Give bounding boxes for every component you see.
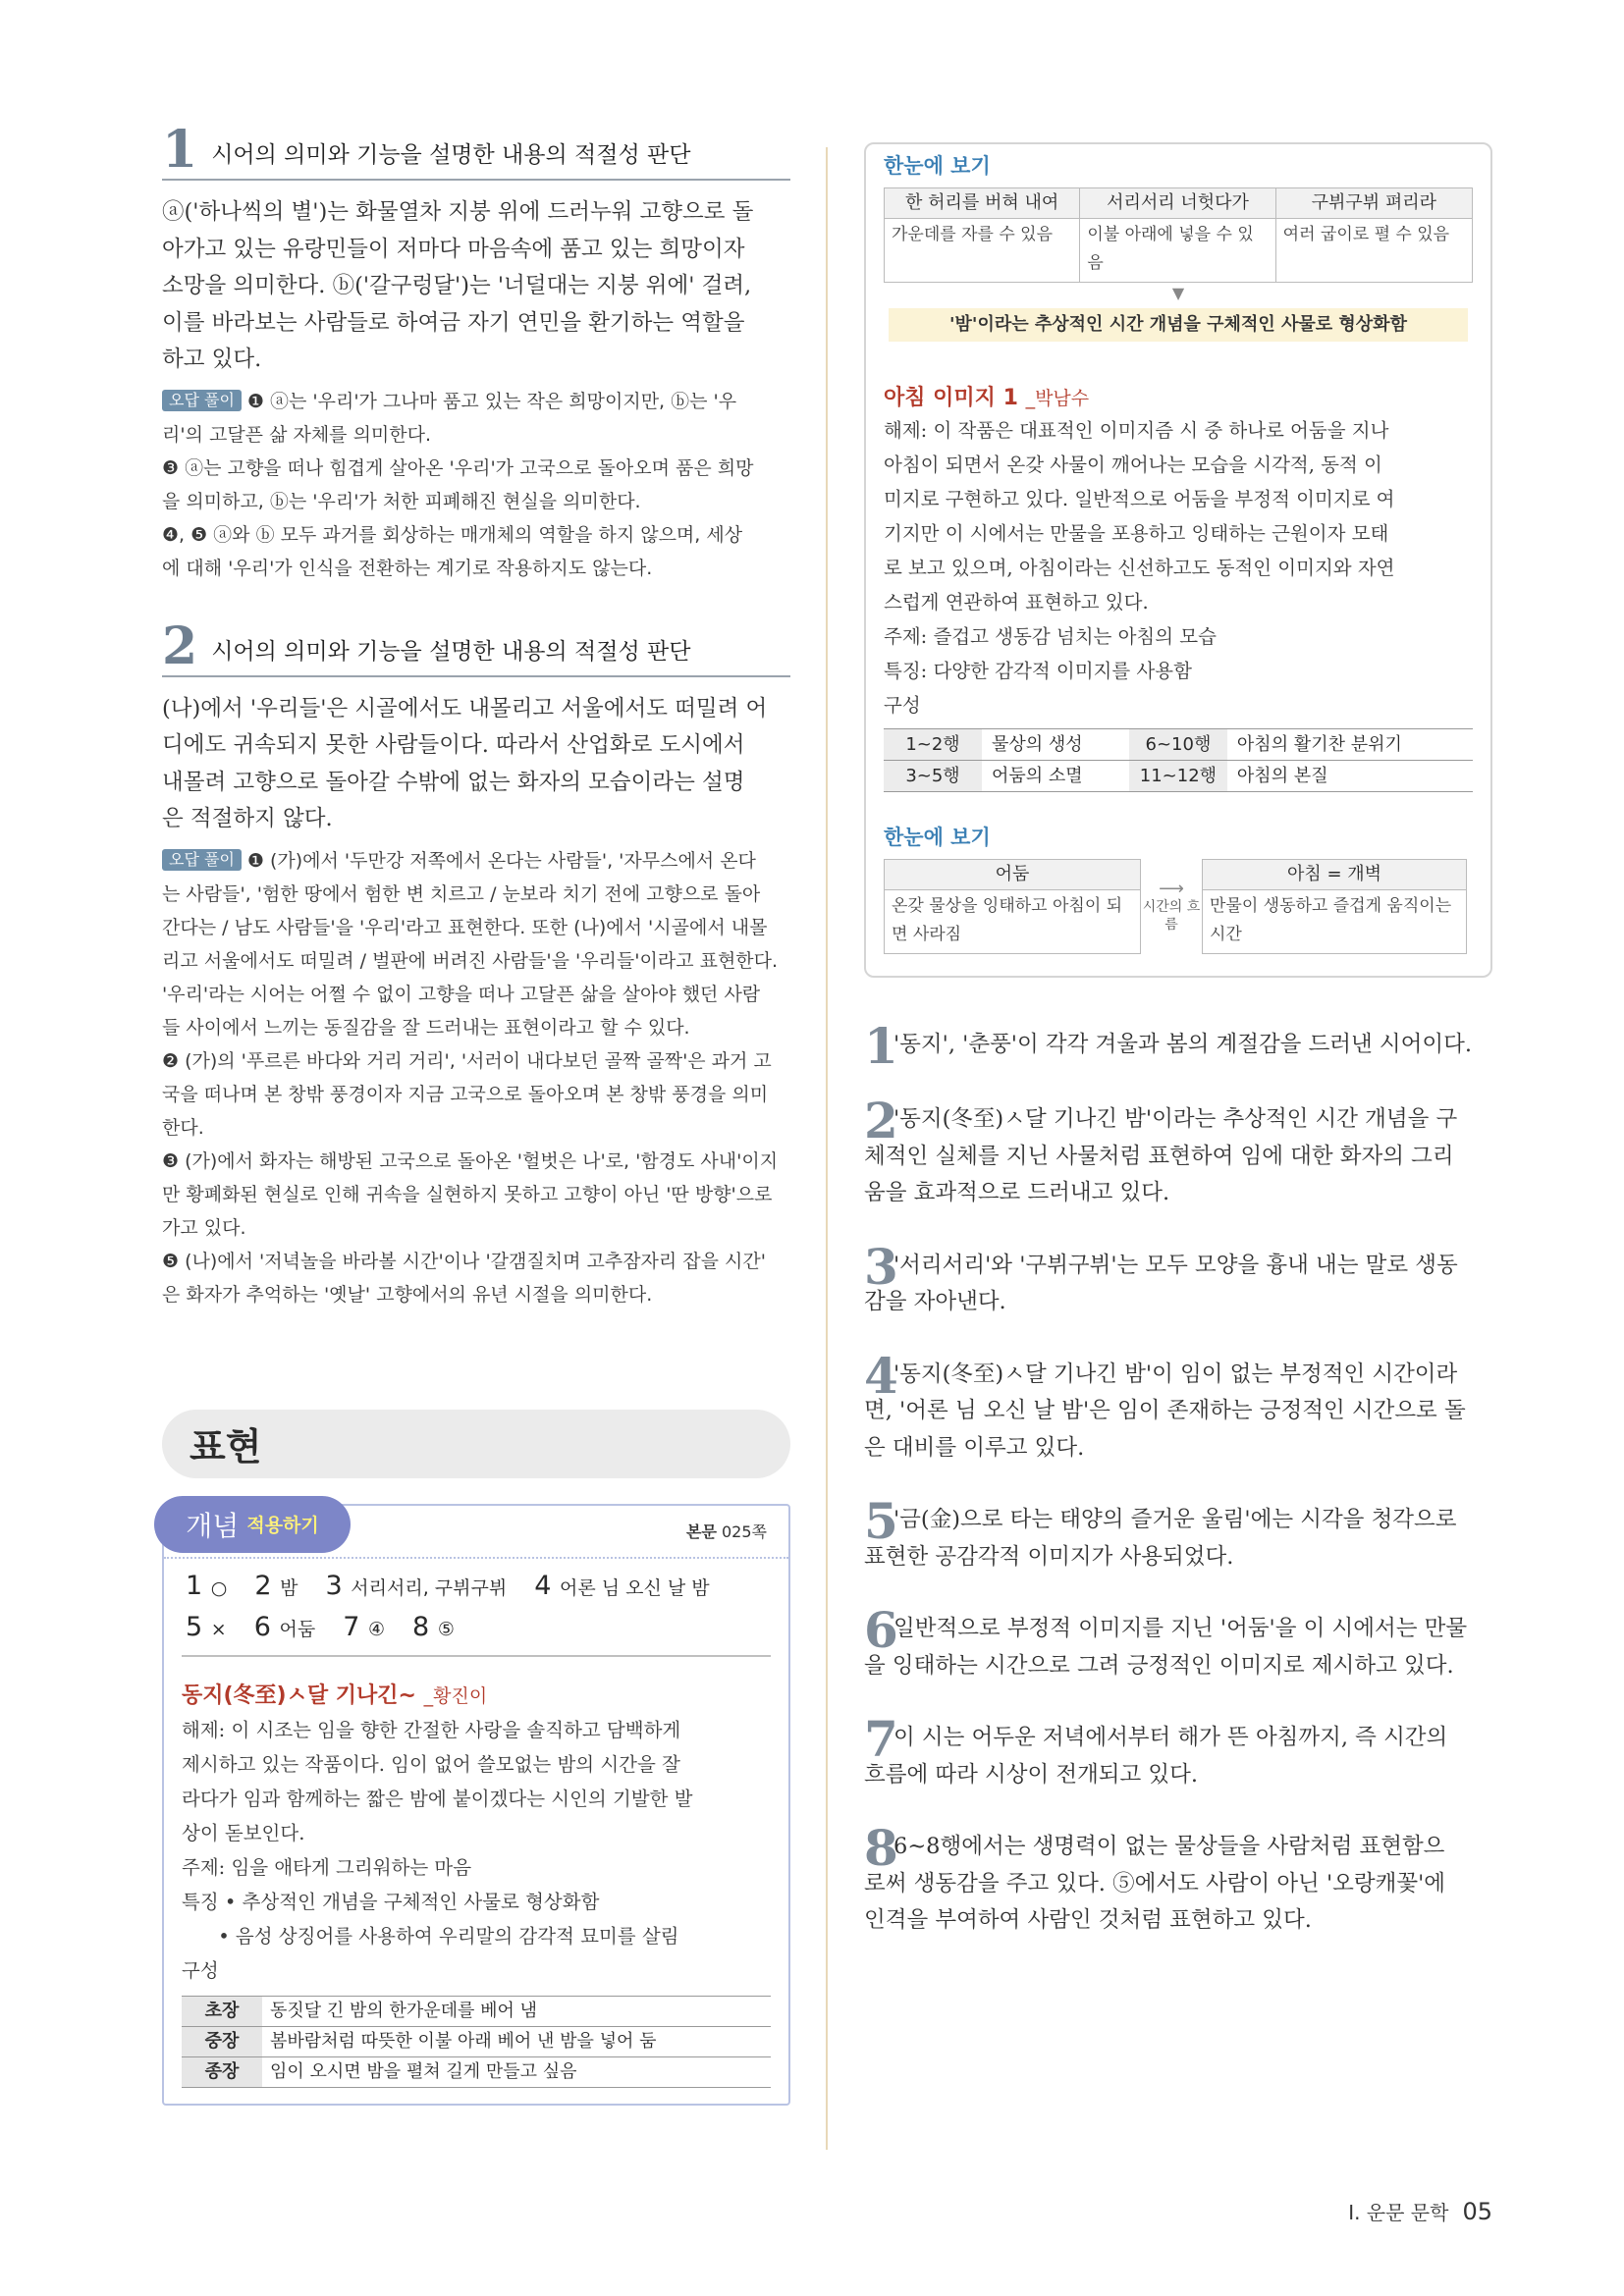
explanation-line: 6~8행에서는 생명력이 없는 물상들을 사람처럼 표현함으	[893, 1834, 1445, 1859]
footer-section: Ⅰ. 운문 문학	[1348, 2201, 1449, 2224]
glance-cell-head: 서리서리 너헛다가	[1080, 188, 1274, 219]
explanation-number: 5	[864, 1492, 898, 1550]
glance-cell	[1276, 188, 1472, 282]
table-value: 동짓달 긴 밤의 한가운데를 베어 냄	[262, 1996, 771, 2026]
q2-note-line: ❸ (가)에서 화자는 해방된 고국으로 돌아온 '헐벗은 나'로, '함경도 사내'이지	[162, 1149, 779, 1172]
poem-analysis	[182, 1655, 771, 2104]
table-row	[884, 729, 1473, 761]
answer-item	[534, 1567, 709, 1608]
explanation-line: 표현한 공감각적 이미지가 사용되었다.	[864, 1543, 1234, 1570]
flow-box-darkness	[884, 859, 1141, 954]
flow-box-head: 어둠	[885, 860, 1140, 890]
answer-explanation	[864, 1710, 1492, 1793]
answer-item	[186, 1567, 227, 1608]
explanation-number: 4	[864, 1346, 898, 1405]
explanation-number: 3	[864, 1237, 898, 1296]
q1-body-line: 소망을 의미한다. ⓑ('갈구렁달')는 '너덜대는 지붕 위에' 걸려,	[162, 273, 752, 298]
poem2-title	[884, 381, 1473, 411]
poem-note-line: 특징 • 추상적인 개념을 구체적인 사물로 형상화함	[182, 1890, 600, 1913]
explanation-line: 면, '어론 님 오신 날 밤'은 임이 존재하는 긍정적인 시간으로 돌	[864, 1398, 1466, 1423]
poem-note-line: 주제: 임을 애타게 그리워하는 마음	[182, 1855, 472, 1879]
answer-value: 어둠	[279, 1618, 316, 1640]
answer-value: ⑤	[437, 1618, 455, 1640]
q2-body-line: 은 적절하지 않다.	[162, 806, 333, 831]
answer-number: 5	[186, 1611, 203, 1642]
poem-note-line: 구성	[182, 1958, 219, 1982]
page-ref-value: 025쪽	[722, 1522, 767, 1541]
q2-note-line: ❺ (나)에서 '저녁놀을 바라볼 시간'이나 '갈갬질치며 고추잠자리 잡을 시간'	[162, 1250, 766, 1272]
glance-cell-text: 여러 굽이로 펼 수 있음	[1282, 225, 1450, 244]
q2-body-line: (나)에서 '우리들'은 시골에서도 내몰리고 서울에서도 떠밀려 어	[162, 695, 768, 721]
q1-number: 1	[162, 120, 198, 180]
explanation-line: 이 시는 어두운 저녁에서부터 해가 뜬 아침까지, 즉 시간의	[893, 1725, 1448, 1750]
summary-box	[864, 142, 1492, 978]
answer-item	[343, 1608, 385, 1649]
q1-note-line: ❶ ⓐ는 '우리'가 그나마 품고 있는 작은 희망이지만, ⓑ는 '우	[246, 390, 737, 412]
q2-note-line: 간다는 / 남도 사람들'을 '우리'라고 표현한다. 또한 (나)에서 '시골에서 내몰	[162, 916, 768, 938]
table-key: 11~12행	[1129, 761, 1227, 792]
answer-value: ×	[210, 1618, 227, 1640]
page-reference	[686, 1520, 767, 1542]
answer-explanations	[864, 1017, 1492, 1940]
page-number: 05	[1462, 2198, 1492, 2225]
q2-note-line: 은 화자가 추억하는 '옛날' 고향에서의 유년 시절을 의미한다.	[162, 1283, 653, 1306]
q2-note-line: 가고 있다.	[162, 1216, 246, 1239]
explanation-line: 로써 생동감을 주고 있다. ⑤에서도 사람이 아닌 '오랑캐꽃'에	[864, 1870, 1445, 1896]
explanation-line: 흐름에 따라 시상이 전개되고 있다.	[864, 1761, 1199, 1788]
explanation-number: 7	[864, 1710, 898, 1768]
q2-note-line: 는 사람들', '험한 땅에서 험한 변 치르고 / 눈보라 치기 전에 고향으로 돌아	[162, 882, 761, 905]
wrong-answer-badge: 오답 풀이	[162, 390, 242, 411]
answer-explanation	[864, 1819, 1492, 1940]
page-footer	[1348, 2197, 1492, 2225]
q2-notes	[162, 844, 790, 1311]
poem2-note-line: 해제: 이 작품은 대표적인 이미지즘 시 중 하나로 어둠을 지나	[884, 419, 1389, 442]
q2-body	[162, 691, 790, 838]
q2-note-line: 국을 떠나며 본 창밖 풍경이자 지금 고국으로 돌아오며 본 창밖 풍경을 의미	[162, 1083, 769, 1105]
flow-arrow	[1141, 878, 1202, 934]
explanation-text	[864, 1720, 1448, 1793]
answer-value: 서리서리, 구뷔구뷔	[351, 1576, 508, 1599]
explanation-text	[864, 1101, 1458, 1212]
glance-cell-head: 구뷔구뷔 펴리라	[1276, 188, 1472, 219]
q2-note-line: 들 사이에서 느끼는 동질감을 잘 드러내는 표현이라고 할 수 있다.	[162, 1016, 690, 1039]
answer-explanation	[864, 1492, 1492, 1575]
q2-note-line: ❶ (가)에서 '두만강 저쪽에서 온다는 사람들', '자무스에서 온다	[246, 849, 756, 872]
flow-box-text: 만물이 생동하고 즐겁게 움직이는 시간	[1210, 896, 1452, 944]
q2-title: 시어의 의미와 기능을 설명한 내용의 적절성 판단	[211, 638, 691, 665]
poem-structure-table	[182, 1996, 771, 2088]
q1-note-line: ❹, ❺ ⓐ와 ⓑ 모두 과거를 회상하는 매개체의 역할을 하지 않으며, 세상	[162, 523, 743, 546]
table-value: 물상의 생성	[982, 729, 1129, 761]
poem2-note-line: 스럽게 연관하여 표현하고 있다.	[884, 591, 1149, 614]
q1-title: 시어의 의미와 기능을 설명한 내용의 적절성 판단	[211, 142, 691, 168]
concept-label: 개념	[186, 1509, 240, 1542]
q1-body	[162, 194, 790, 379]
poem-note-line: 제시하고 있는 작품이다. 임이 없어 쓸모없는 밤의 시간을 잘	[182, 1752, 680, 1776]
wrong-answer-badge: 오답 풀이	[162, 849, 242, 871]
answers-row	[164, 1608, 788, 1649]
explanation-text	[864, 1357, 1466, 1468]
q2-body-line: 내몰려 고향으로 돌아갈 수밖에 없는 화자의 모습이라는 설명	[162, 769, 745, 795]
explanation-number: 8	[864, 1819, 898, 1877]
explanation-line: 일반적으로 부정적 이미지를 지닌 '어둠'을 이 시에서는 만물	[893, 1616, 1468, 1641]
answers-block	[164, 1559, 788, 1649]
glance-cell	[1080, 188, 1275, 282]
q1-notes	[162, 385, 790, 585]
explanation-text	[893, 1027, 1472, 1066]
expression-section-bar	[162, 1410, 790, 1478]
arrow-down-icon: ▼	[1171, 284, 1185, 302]
left-column	[162, 120, 790, 2106]
answer-value: 어론 님 오신 날 밤	[560, 1576, 710, 1599]
table-key: 6~10행	[1129, 729, 1227, 761]
explanation-line: 을 잉태하는 시간으로 그려 긍정적인 이미지로 제시하고 있다.	[864, 1652, 1454, 1679]
table-value: 아침의 활기찬 분위기	[1227, 729, 1473, 761]
explanation-number: 2	[864, 1092, 898, 1149]
right-column	[864, 142, 1492, 1975]
glance-cell-text: 이불 아래에 넣을 수 있음	[1087, 225, 1254, 273]
answer-value: 밤	[280, 1576, 298, 1599]
explanation-line: 인격을 부여하여 사람인 것처럼 표현하고 있다.	[864, 1907, 1312, 1933]
explanation-line: 감을 자아낸다.	[864, 1289, 1006, 1314]
q2-heading	[162, 615, 790, 677]
poem2-structure-table	[884, 728, 1473, 792]
table-row	[182, 1996, 771, 2026]
q2-body-line: 디에도 귀속되지 못한 사람들이다. 따라서 산업화로 도시에서	[162, 732, 745, 758]
table-key: 3~5행	[884, 761, 982, 792]
q2-note-line: '우리'라는 시어는 어쩔 수 없이 고향을 떠나 고달픈 삶을 살아야 했던 사람	[162, 983, 761, 1005]
poem-notes	[182, 1713, 771, 1988]
glance-cell	[885, 188, 1080, 282]
poem2-note-line: 구성	[884, 694, 921, 717]
explanation-line: '동지', '춘풍'이 각각 겨울과 봄의 계절감을 드러낸 시어이다.	[893, 1032, 1473, 1057]
poem-title	[182, 1679, 771, 1709]
flow-box-text: 온갖 물상을 잉태하고 아침이 되면 사라짐	[892, 896, 1123, 944]
poem2-note-line: 미지로 구현하고 있다. 일반적으로 어둠을 부정적 이미지로 여	[884, 488, 1395, 510]
table-row	[884, 761, 1473, 792]
answer-number: 6	[253, 1611, 271, 1642]
poem2-author: _박남수	[1025, 388, 1090, 409]
table-row	[182, 2026, 771, 2056]
answers-row	[164, 1567, 788, 1608]
answer-explanation	[864, 1017, 1492, 1075]
q1-note-line: 리'의 고달픈 삶 자체를 의미한다.	[162, 423, 432, 446]
glance-summary: '밤'이라는 추상적인 시간 개념을 구체적인 사물로 형상화함	[889, 308, 1468, 342]
answer-number: 7	[343, 1611, 360, 1642]
table-value: 임이 오시면 밤을 펼쳐 길게 만들고 싶음	[262, 2056, 771, 2087]
table-key: 종장	[182, 2056, 262, 2087]
expression-title: 표현	[189, 1425, 262, 1468]
explanation-line: '동지(冬至)ㅅ달 기나긴 밤'이라는 추상적인 시간 개념을 구	[893, 1106, 1458, 1132]
poem2-title-text: 아침 이미지 1	[884, 386, 1018, 410]
table-value: 어둠의 소멸	[982, 761, 1129, 792]
explanation-line: 체적인 실체를 지닌 사물처럼 표현하여 임에 대한 화자의 그리	[864, 1143, 1454, 1169]
poem2-note-line: 주제: 즐겁고 생동감 넘치는 아침의 모습	[884, 625, 1217, 648]
answer-explanation	[864, 1346, 1492, 1468]
poem2-note-line: 아침이 되면서 온갖 사물이 깨어나는 모습을 시각적, 동적 이	[884, 454, 1382, 476]
explanation-line: 은 대비를 이루고 있다.	[864, 1434, 1085, 1461]
table-value: 봄바람처럼 따뜻한 이불 아래 베어 낸 밤을 넣어 둠	[262, 2026, 771, 2056]
page-ref-label: 본문	[685, 1522, 717, 1541]
q1-heading	[162, 120, 790, 181]
q2-note-line: 만 황폐화된 현실로 인해 귀속을 실현하지 못하고 고향이 아닌 '딴 방향'으로	[162, 1183, 773, 1205]
explanation-line: '서리서리'와 '구뷔구뷔'는 모두 모양을 흉내 내는 말로 생동	[893, 1252, 1458, 1278]
answer-item	[412, 1608, 455, 1649]
poem2-note-line: 기지만 이 시에서는 만물을 포용하고 잉태하는 근원이자 모태	[884, 522, 1389, 545]
explanation-text	[864, 1248, 1458, 1321]
q1-note-line: ❸ ⓐ는 고향을 떠나 힘겹게 살아온 '우리'가 고국으로 돌아오며 품은 희망	[162, 456, 754, 479]
poem2-notes	[884, 413, 1473, 722]
at-a-glance-label: 한눈에 보기	[884, 826, 991, 849]
explanation-number: 6	[864, 1601, 898, 1659]
poem-note-line: 상이 돋보인다.	[182, 1821, 305, 1844]
answer-explanation	[864, 1601, 1492, 1684]
explanation-text	[864, 1502, 1457, 1575]
answer-number: 3	[325, 1570, 343, 1601]
answer-number: 2	[254, 1570, 272, 1601]
poem-note-line: 라다가 임과 함께하는 짧은 밤에 붙이겠다는 시인의 기발한 발	[182, 1787, 693, 1810]
apply-label: 적용하기	[246, 1515, 319, 1536]
table-row	[182, 2056, 771, 2087]
answer-item	[254, 1567, 298, 1608]
answer-value: ④	[367, 1618, 386, 1640]
arrow-right-icon: ⟶	[1159, 878, 1184, 899]
q1-body-line: 이를 바라보는 사람들로 하여금 자기 연민을 환기하는 역할을	[162, 309, 745, 336]
glance-cell-text: 가운데를 자를 수 있음	[892, 225, 1054, 244]
explanation-text	[864, 1611, 1468, 1684]
q1-note-line: 에 대해 '우리'가 인식을 전환하는 계기로 작용하지도 않는다.	[162, 557, 653, 579]
answer-explanation	[864, 1092, 1492, 1212]
poem-title-text: 동지(冬至)ㅅ달 기나긴~	[182, 1682, 416, 1708]
table-value: 아침의 본질	[1227, 761, 1473, 792]
table-key: 1~2행	[884, 729, 982, 761]
answer-number: 1	[186, 1570, 203, 1601]
answer-value: ○	[210, 1576, 228, 1599]
q1-body-line: 하고 있다.	[162, 347, 262, 372]
q1-note-line: 을 의미하고, ⓑ는 '우리'가 처한 피폐해진 현실을 의미한다.	[162, 490, 641, 512]
glance-cell-head: 한 허리를 버혀 내여	[885, 188, 1079, 219]
answer-number: 8	[412, 1611, 430, 1642]
flow-arrow-label: 시간의 흐름	[1142, 898, 1201, 933]
poem-note-line: • 음성 상징어를 사용하여 우리말의 감각적 묘미를 살림	[182, 1924, 679, 1948]
concept-application-box	[162, 1504, 790, 2106]
q1-body-line: ⓐ('하나씩의 별')는 화물열차 지붕 위에 드러누워 고향으로 돌	[162, 199, 754, 225]
poem2-note-line: 특징: 다양한 감각적 이미지를 사용함	[884, 660, 1192, 682]
glance-grid	[884, 187, 1473, 283]
answer-item	[254, 1608, 316, 1649]
flow-box-head: 아침 = 개벽	[1203, 860, 1466, 890]
q2-number: 2	[162, 615, 198, 676]
q1-body-line: 아가고 있는 유랑민들이 저마다 마음속에 품고 있는 희망이자	[162, 236, 745, 262]
explanation-number: 1	[864, 1017, 898, 1075]
poem-note-line: 해제: 이 시조는 임을 향한 간절한 사랑을 솔직하고 담백하게	[182, 1718, 681, 1741]
q2-note-line: 한다.	[162, 1116, 204, 1139]
answer-number: 4	[534, 1570, 552, 1601]
column-divider	[826, 147, 828, 2150]
table-key: 초장	[182, 1996, 262, 2026]
q2-note-line: 리고 서울에서도 떠밀려 / 벌판에 버려진 사람들'을 '우리들'이라고 표현한다.	[162, 949, 779, 972]
poem-author: _황진이	[423, 1684, 488, 1707]
explanation-line: 움을 효과적으로 드러내고 있다.	[864, 1180, 1170, 1205]
explanation-text	[864, 1829, 1445, 1940]
flow-diagram	[884, 859, 1473, 954]
concept-pill	[154, 1496, 351, 1553]
flow-box-morning	[1202, 859, 1467, 954]
answer-item	[326, 1567, 508, 1608]
explanation-line: '금(金)으로 타는 태양의 즐거운 울림'에는 시각을 청각으로	[893, 1507, 1457, 1532]
poem2-note-line: 로 보고 있으며, 아침이라는 신선하고도 동적인 이미지와 자연	[884, 557, 1395, 579]
explanation-line: '동지(冬至)ㅅ달 기나긴 밤'이 임이 없는 부정적인 시간이라	[893, 1361, 1458, 1387]
answer-explanation	[864, 1237, 1492, 1321]
at-a-glance-label: 한눈에 보기	[884, 154, 991, 178]
q2-note-line: ❷ (가)의 '푸르른 바다와 거리 거리', '서러이 내다보던 골짝 골짝'은 과거 고	[162, 1049, 772, 1072]
answer-item	[186, 1608, 227, 1649]
table-key: 중장	[182, 2026, 262, 2056]
